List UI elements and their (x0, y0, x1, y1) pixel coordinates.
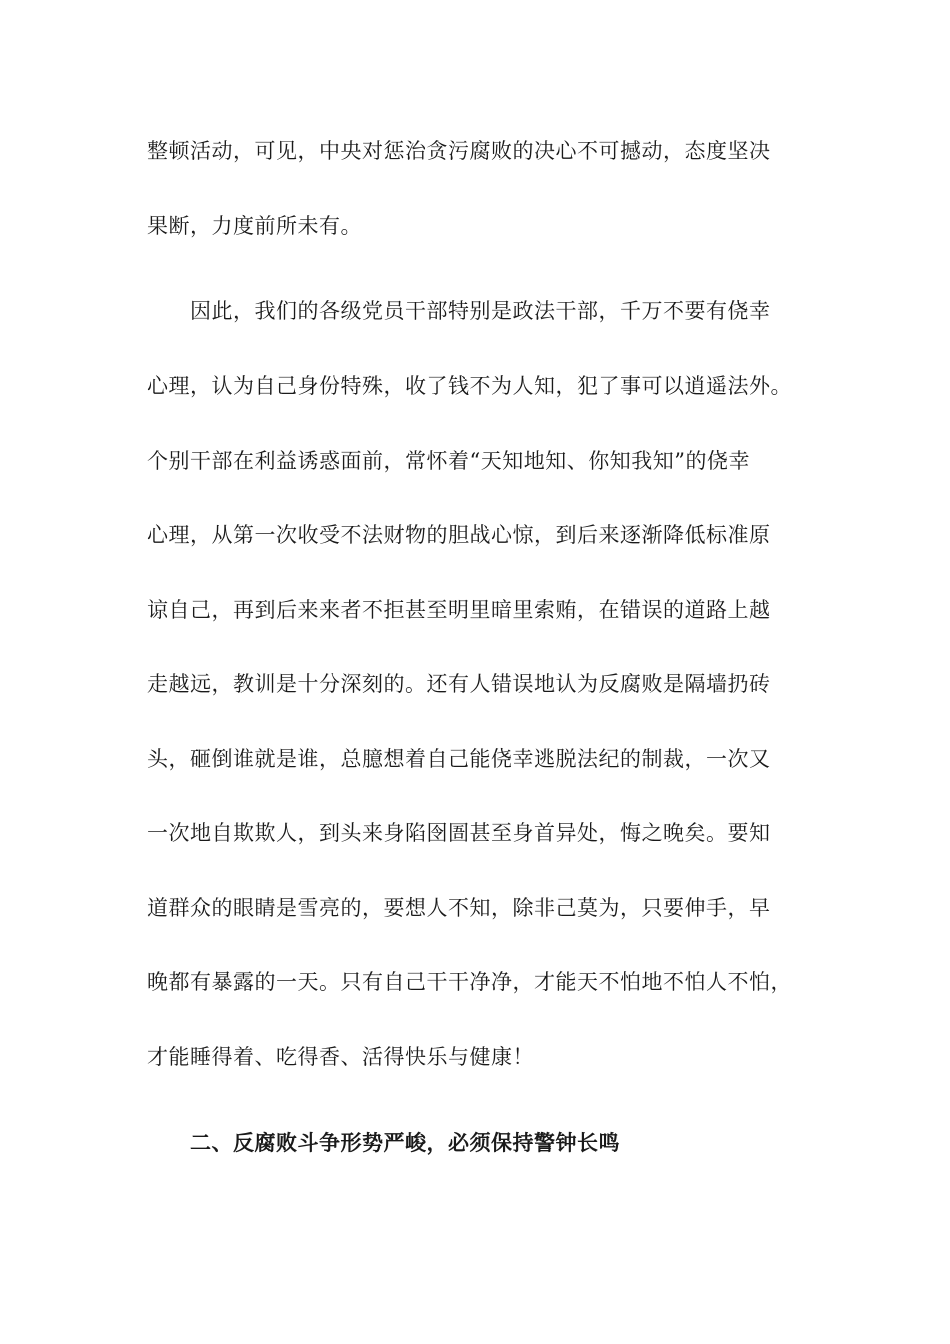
paragraph-2-line-4: 心理，从第一次收受不法财物的胆战心惊，到后来逐渐降低标准原 (147, 523, 771, 547)
paragraph-2-line-3: 个别干部在利益诱惑面前，常怀着“天知地知、你知我知”的侥幸 (147, 449, 750, 473)
paragraph-2-line-2: 心理，认为自己身份特殊，收了钱不为人知，犯了事可以逍遥法外。 (147, 374, 792, 398)
paragraph-2-line-9: 道群众的眼睛是雪亮的，要想人不知，除非己莫为，只要伸手，早 (147, 896, 771, 920)
section-heading: 二、反腐败斗争形势严峻，必须保持警钟长鸣 (190, 1130, 620, 1155)
paragraph-2-line-6: 走越远，教训是十分深刻的。还有人错误地认为反腐败是隔墙扔砖 (147, 672, 771, 696)
paragraph-2-line-5: 谅自己，再到后来来者不拒甚至明里暗里索贿，在错误的道路上越 (147, 598, 771, 622)
paragraph-2-line-10: 晚都有暴露的一天。只有自己干干净净，才能天不怕地不怕人不怕， (147, 970, 792, 994)
paragraph-2-line-1: 因此，我们的各级党员干部特别是政法干部，千万不要有侥幸 (190, 299, 771, 323)
paragraph-1-line-1: 整顿活动，可见，中央对惩治贪污腐败的决心不可撼动，态度坚决 (147, 139, 771, 163)
paragraph-2-line-11: 才能睡得着、吃得香、活得快乐与健康！ (147, 1045, 534, 1069)
paragraph-2-line-7: 头，砸倒谁就是谁，总臆想着自己能侥幸逃脱法纪的制裁，一次又 (147, 747, 771, 771)
paragraph-2-line-8: 一次地自欺欺人，到头来身陷囹圄甚至身首异处，悔之晚矣。要知 (147, 821, 771, 845)
paragraph-1-line-2: 果断，力度前所未有。 (147, 214, 362, 238)
